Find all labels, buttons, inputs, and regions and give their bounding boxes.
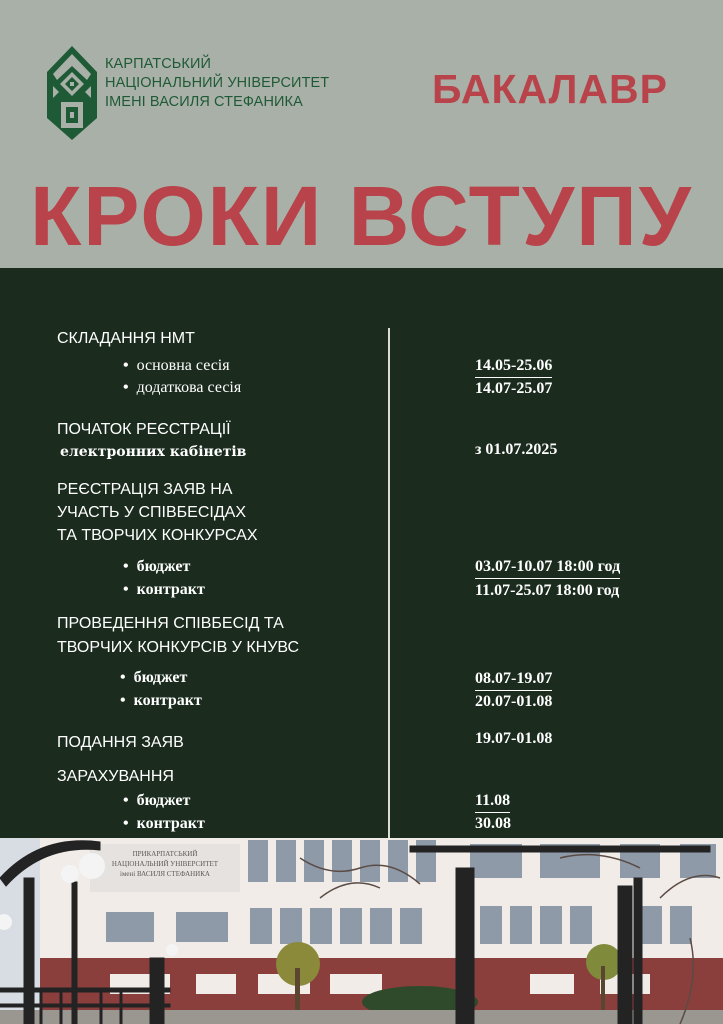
vertical-divider [388, 328, 390, 838]
university-name [105, 55, 329, 112]
step-heading-interviews: ТВОРЧИХ КОНКУРСІВ У КНУВС [57, 639, 300, 656]
step-heading-application-registration: ТА ТВОРЧИХ КОНКУРСАХ [57, 527, 258, 544]
building-sign-line: НАЦІОНАЛЬНИЙ УНІВЕРСИТЕТ [111, 860, 219, 868]
step-heading-registration-cabinet: ПОЧАТОК РЕЄСТРАЦІЇ [57, 421, 231, 438]
header [0, 0, 723, 268]
interviews-contract-label: • контракт [120, 691, 202, 711]
interviews-budget-label: • бюджет [120, 668, 187, 688]
university-name-line: КАРПАТСЬКИЙ [105, 56, 211, 72]
page-title: КРОКИ ВСТУПУ [30, 169, 693, 263]
enrollment-contract-label: • контракт [123, 814, 205, 834]
submission-date: 19.07-01.08 [475, 730, 553, 747]
interviews-budget-date: 08.07-19.07 [475, 669, 552, 691]
application-contract-label: • контракт [123, 580, 205, 600]
enrollment-contract-date: 30.08 [475, 815, 511, 832]
university-name-line: НАЦІОНАЛЬНИЙ УНІВЕРСИТЕТ [105, 75, 330, 91]
university-name-line: ІМЕНІ ВАСИЛЯ СТЕФАНИКА [105, 94, 303, 110]
nmt-item-main-label: • основна сесія [123, 356, 230, 376]
enrollment-budget-date: 11.08 [475, 791, 510, 813]
nmt-item-main-date: 14.05-25.06 [475, 356, 552, 378]
application-contract-date: 11.07-25.07 18:00 год [475, 582, 620, 599]
university-logo [47, 46, 97, 140]
step-heading-enrollment: ЗАРАХУВАННЯ [57, 768, 174, 785]
step-heading-application-registration: УЧАСТЬ У СПІВБЕСІДАХ [57, 504, 247, 521]
application-budget-label: • бюджет [123, 557, 190, 577]
step-heading-interviews: ПРОВЕДЕННЯ СПІВБЕСІД ТА [57, 615, 284, 632]
degree-label: БАКАЛАВР [432, 66, 668, 112]
step-heading-submission: ПОДАННЯ ЗАЯВ [57, 734, 184, 751]
application-budget-date: 03.07-10.07 18:00 год [475, 557, 620, 579]
registration-cabinet-date: з 01.07.2025 [475, 441, 558, 458]
nmt-item-additional-label: • додаткова сесія [123, 378, 241, 398]
university-building-photo [0, 838, 723, 1024]
nmt-item-additional-date: 14.07-25.07 [475, 380, 553, 397]
building-sign-line: ПРИКАРПАТСЬКИЙ [132, 850, 198, 858]
building-sign-line: імені ВАСИЛЯ СТЕФАНИКА [120, 870, 210, 878]
interviews-contract-date: 20.07-01.08 [475, 693, 553, 710]
step-heading-nmt: СКЛАДАННЯ НМТ [57, 330, 195, 347]
registration-cabinet-subtext: електронних кабінетів [60, 444, 247, 460]
enrollment-budget-label: • бюджет [123, 791, 190, 811]
step-heading-application-registration: РЕЄСТРАЦІЯ ЗАЯВ НА [57, 481, 233, 498]
